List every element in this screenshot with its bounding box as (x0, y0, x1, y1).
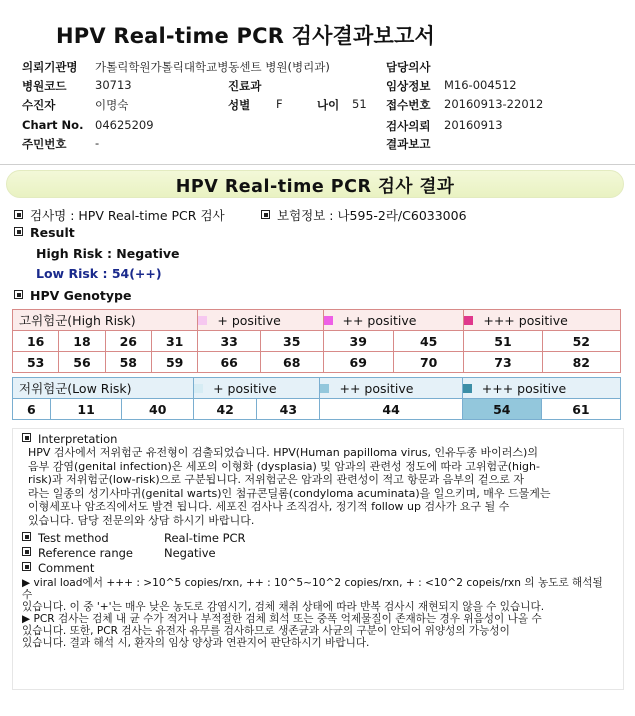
interpretation-line: 라는 일종의 성기사마귀(genital warts)인 첨규콘딜롬(condyloma acuminata)을 일으키며, 매우 드물게는 (28, 486, 551, 500)
genotype-cell: 66 (198, 352, 261, 373)
low-risk-header: 저위험군(Low Risk) (13, 378, 194, 399)
chart-no-label: Chart No. (22, 118, 84, 132)
legend-label: ++ positive (342, 312, 417, 328)
clinical-info-label: 임상정보 (386, 79, 431, 93)
genotype-cell: 56 (59, 352, 105, 373)
hospital-code-value: 30713 (95, 78, 132, 92)
legend-label: ++ positive (339, 380, 414, 396)
comment-heading-line (22, 561, 94, 575)
genotype-cell: 58 (105, 352, 151, 373)
result-report-label: 결과보고 (386, 137, 431, 151)
genotype-cell: 16 (13, 331, 59, 352)
legend-plusplus (320, 378, 462, 399)
hospital-code-label: 병원코드 (22, 79, 67, 93)
legend-label: +++ positive (483, 312, 568, 328)
low-risk-genotype-table (12, 377, 621, 420)
genotype-cell: 35 (260, 331, 323, 352)
high-risk-result: High Risk : Negative (36, 246, 180, 261)
clinical-info-value: M16-004512 (444, 78, 517, 92)
reference-range-line (22, 546, 133, 560)
comment-line: ▶ PCR 검사는 검체 내 균 수가 적거나 부적절한 검체 희석 또는 중폭 억제물질이 존재하는 경우 위음성이 나올 수 (22, 613, 542, 625)
genotype-cell: 45 (393, 331, 463, 352)
legend-label: +++ positive (481, 380, 567, 396)
bullet-square-icon (14, 210, 23, 219)
genotype-cell: 52 (542, 331, 620, 352)
patient-value: 이명숙 (95, 98, 129, 112)
genotype-cell: 44 (320, 399, 462, 420)
low-risk-result: Low Risk : 54(++) (36, 266, 162, 281)
result-heading-line (14, 225, 75, 240)
bullet-square-icon (22, 562, 31, 571)
reference-range-label: Reference range (38, 546, 134, 560)
resident-no-label: 주민번호 (22, 137, 67, 151)
genotype-cell: 69 (323, 352, 393, 373)
genotype-cell: 82 (542, 352, 620, 373)
genotype-cell: 31 (151, 331, 197, 352)
bullet-square-icon (22, 532, 31, 541)
patient-label: 수진자 (22, 98, 56, 112)
legend-plusplusplus (462, 378, 620, 399)
genotype-cell: 42 (194, 399, 257, 420)
table-header-row (13, 310, 621, 331)
comment-text (22, 577, 612, 649)
test-method-label: Test method (38, 531, 109, 545)
genotype-cell: 70 (393, 352, 463, 373)
resident-no-value: - (95, 136, 100, 150)
test-method-value: Real-time PCR (164, 531, 246, 545)
bullet-square-icon (22, 433, 31, 442)
receipt-no-value: 20160913-22012 (444, 97, 544, 111)
test-name: 검사명 : HPV Real-time PCR 검사 (30, 208, 225, 223)
interpretation-line: 음부 감염(genital infection)은 세포의 이형화 (dysplasia) 및 암과의 관련성 정도에 따라 고위험군(high- (28, 459, 540, 473)
interpretation-text (28, 446, 608, 527)
genotype-cell: 68 (260, 352, 323, 373)
genotype-cell: 73 (464, 352, 542, 373)
result-banner (6, 170, 624, 198)
req-institution-value: 가톨릭학원가톨릭대학교병동센트 병원(병리과) (95, 60, 330, 74)
legend-plusplus (323, 310, 464, 331)
genotype-cell: 6 (13, 399, 51, 420)
legend-swatch-plusplusplus (463, 384, 472, 393)
dept-label: 진료과 (228, 79, 262, 93)
test-name-line (14, 206, 225, 224)
header-divider (0, 164, 635, 165)
result-banner-title: HPV Real-time PCR 검사 결과 (175, 177, 455, 197)
bullet-square-icon (22, 547, 31, 556)
interpretation-heading: Interpretation (38, 432, 118, 446)
legend-swatch-plusplus (324, 316, 333, 325)
report-title: HPV Real-time PCR 검사결과보고서 (56, 24, 435, 48)
req-institution-label: 의뢰기관명 (22, 60, 78, 74)
exam-request-value: 20160913 (444, 118, 503, 132)
interpretation-line: risk)과 저위험군(low-risk)으로 구분됩니다. 저위험군은 암과의 관련성이 적고 항문과 음부의 겉으로 자 (28, 473, 524, 486)
table-row (13, 331, 621, 352)
interpretation-line: 이형세포나 암조직에서도 발견 됩니다. 세포진 검사나 조직검사, 정기적 follow up 검사가 요구 될 수 (28, 500, 510, 513)
doctor-label: 담당의사 (386, 60, 431, 74)
table-header-row (13, 378, 621, 399)
table-row (13, 352, 621, 373)
genotype-cell: 43 (257, 399, 320, 420)
test-method-line (22, 531, 109, 545)
bullet-square-icon (261, 210, 270, 219)
table-row (13, 399, 621, 420)
genotype-cell: 18 (59, 331, 105, 352)
sex-label: 성별 (228, 98, 251, 112)
comment-line: 있습니다. 이 중 '+'는 매우 낮은 농도로 감염시기, 검체 채취 상태에 따라 반복 검사시 재현되지 않을 수 있습니다. (22, 601, 545, 613)
high-risk-header: 고위험군(High Risk) (13, 310, 198, 331)
interpretation-line: HPV 검사에서 저위험군 유전형이 검출되었습니다. HPV(Human papilloma virus, 인유두종 바이러스)의 (28, 446, 538, 459)
result-heading: Result (30, 225, 75, 240)
genotype-cell: 33 (198, 331, 261, 352)
genotype-cell: 61 (541, 399, 620, 420)
age-value: 51 (352, 97, 367, 111)
exam-request-label: 검사의뢰 (386, 119, 431, 133)
age-label: 나이 (317, 98, 340, 112)
comment-line: 있습니다. 또한, PCR 검사는 유전자 유무를 검사하므로 생존균과 사균의 구분이 안되어 위양성의 가능성이 (22, 625, 510, 637)
legend-swatch-plus (194, 384, 203, 393)
legend-plus (198, 310, 323, 331)
interpretation-line: 있습니다. 담당 전문의와 상담 하시기 바랍니다. (28, 513, 255, 527)
chart-no-value: 04625209 (95, 118, 154, 132)
comment-line: 있습니다. 결과 해석 시, 환자의 임상 양상과 연관지어 판단하시기 바랍니다. (22, 637, 370, 649)
genotype-cell: 40 (122, 399, 194, 420)
genotype-cell: 26 (105, 331, 151, 352)
legend-label: + positive (213, 380, 277, 396)
legend-swatch-plusplus (320, 384, 329, 393)
legend-label: + positive (217, 312, 281, 328)
insurance-info: 보험정보 : 나595-2라/C6033006 (277, 208, 467, 223)
legend-plusplusplus (464, 310, 621, 331)
sex-value: F (276, 97, 283, 111)
high-risk-genotype-table (12, 309, 621, 373)
genotype-cell: 11 (50, 399, 122, 420)
bullet-square-icon (14, 290, 23, 299)
interpretation-heading-line (22, 432, 117, 446)
comment-line: ▶ viral load에서 +++ : >10^5 copies/rxn, ++ : 10^5~10^2 copies/rxn, + : <10^2 copeis/rxn 의 농도로 해석될 수 (22, 577, 603, 601)
genotype-cell: 54 (462, 399, 541, 420)
genotype-heading: HPV Genotype (30, 288, 132, 303)
genotype-heading-line (14, 288, 131, 303)
legend-plus (194, 378, 320, 399)
genotype-cell: 51 (464, 331, 542, 352)
reference-range-value: Negative (164, 546, 216, 560)
receipt-no-label: 접수번호 (386, 98, 431, 112)
comment-heading: Comment (38, 561, 95, 575)
bullet-square-icon (14, 227, 23, 236)
genotype-cell: 59 (151, 352, 197, 373)
legend-swatch-plus (198, 316, 207, 325)
genotype-cell: 39 (323, 331, 393, 352)
genotype-cell: 53 (13, 352, 59, 373)
insurance-line (261, 206, 467, 224)
legend-swatch-plusplusplus (464, 316, 473, 325)
